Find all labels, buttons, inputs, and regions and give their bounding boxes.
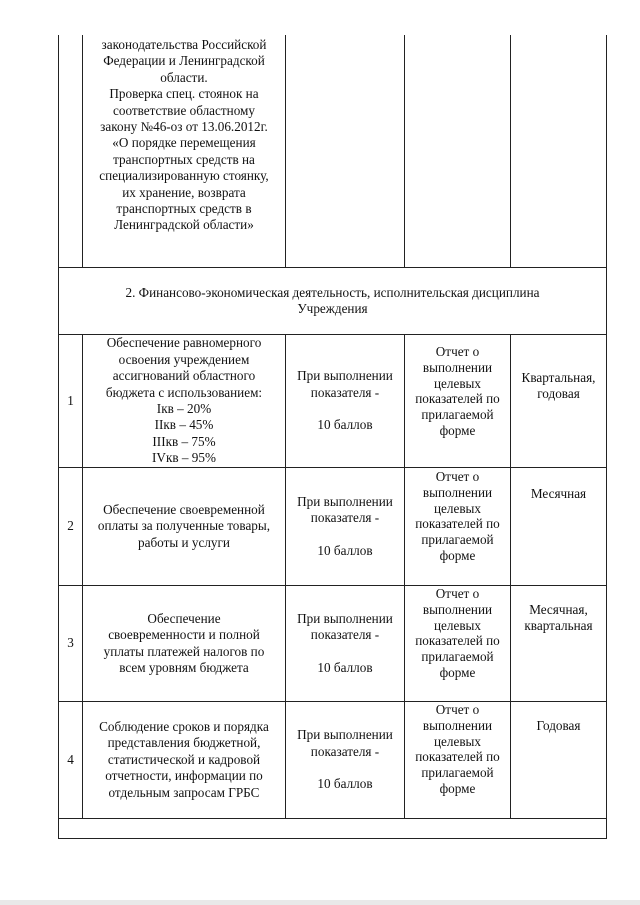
row-border-section-top <box>58 267 607 268</box>
continuation-criterion-cell <box>83 37 285 237</box>
criterion-line: Проверка спец. стоянок на <box>109 86 259 102</box>
report-line: выполнении <box>422 717 493 733</box>
report-line: Отчет о <box>435 702 480 717</box>
condition-line: При выполнении <box>297 610 393 626</box>
criterion-line: специализированную стоянку, <box>99 168 269 184</box>
criterion-line: статистической и кадровой <box>107 751 261 767</box>
report-line: показателей по <box>415 391 500 407</box>
row-number: 4 <box>67 751 74 767</box>
criterion-line: Iкв – 20% <box>156 401 212 416</box>
criterion-line: отдельным запросам ГРБС <box>108 784 260 800</box>
report-line: целевых <box>433 733 482 749</box>
criterion-line: соответствие областному <box>113 102 255 118</box>
report-line: прилагаемой <box>421 649 494 665</box>
criterion-line: работы и услуги <box>138 534 230 550</box>
row-number: 3 <box>67 635 74 651</box>
criterion-line: закону №46-оз от 13.06.2012г. <box>100 119 268 135</box>
criterion-line: транспортных средств в <box>116 201 252 217</box>
col-border-condition <box>404 35 405 268</box>
table-bottom-border <box>58 838 607 839</box>
condition-cell <box>286 468 404 585</box>
report-line: выполнении <box>422 484 493 500</box>
report-cell <box>405 586 510 701</box>
section-title-line: 2. Финансово-экономическая деятельность, исполнительская дисциплина <box>125 284 540 300</box>
criterion-line: IVкв – 95% <box>152 450 216 466</box>
criterion-line: «О порядке перемещения <box>112 135 256 151</box>
condition-line: показателя - <box>310 510 380 526</box>
period-line: квартальная <box>524 618 593 634</box>
condition-points: 10 баллов <box>317 776 373 792</box>
criterion-line: транспортных средств на <box>113 151 255 167</box>
period-cell <box>511 370 606 430</box>
criterion-line: представления бюджетной, <box>107 735 261 751</box>
condition-points: 10 баллов <box>317 659 373 675</box>
report-cell <box>405 469 510 584</box>
criterion-line: IIIкв – 75% <box>152 433 216 449</box>
criterion-line: бюджета с использованием: <box>105 384 263 400</box>
report-line: форме <box>439 780 476 796</box>
report-line: прилагаемой <box>421 407 494 423</box>
condition-line: показателя - <box>310 743 380 759</box>
report-line: прилагаемой <box>421 765 494 781</box>
criterion-line: Соблюдение сроков и порядка <box>99 718 269 734</box>
criterion-line: уплаты платежей налогов по <box>103 643 265 659</box>
criterion-line: отчетности, информации по <box>105 768 263 784</box>
condition-line: показателя - <box>310 384 380 400</box>
criterion-line: области. <box>160 69 208 85</box>
condition-cell <box>286 335 404 467</box>
criterion-line: Обеспечение <box>147 610 221 626</box>
criterion-line: их хранение, возврата <box>122 184 246 200</box>
period-cell <box>511 486 606 526</box>
condition-line: показателя - <box>310 627 380 643</box>
report-line: прилагаемой <box>421 532 494 548</box>
condition-cell <box>286 586 404 701</box>
report-line: Отчет о <box>435 344 480 359</box>
criterion-line: Ленинградской области» <box>114 217 254 233</box>
report-line: целевых <box>433 375 482 391</box>
report-cell <box>405 344 510 464</box>
condition-points: 10 баллов <box>317 417 373 433</box>
report-cell <box>405 702 510 817</box>
criterion-line: Обеспечение равномерного <box>106 335 262 351</box>
report-line: Отчет о <box>435 469 480 484</box>
condition-line: При выполнении <box>297 727 393 743</box>
report-line: целевых <box>433 500 482 516</box>
period-cell <box>511 602 606 642</box>
report-line: показателей по <box>415 749 500 765</box>
report-line: целевых <box>433 617 482 633</box>
condition-spacer <box>297 401 393 417</box>
criterion-cell <box>83 335 285 467</box>
report-line: форме <box>439 422 476 438</box>
criterion-line: своевременности и полной <box>108 627 260 643</box>
period-line: годовая <box>537 386 580 402</box>
period-line: Месячная <box>530 486 587 501</box>
condition-spacer <box>297 644 393 660</box>
criterion-line: всем уровням бюджета <box>119 659 249 675</box>
criterion-line: ассигнований областного <box>112 368 256 384</box>
report-line: форме <box>439 547 476 563</box>
criterion-cell <box>83 586 285 701</box>
criterion-line: оплаты за полученные товары, <box>97 518 271 534</box>
condition-line: При выполнении <box>297 493 393 509</box>
condition-points: 10 баллов <box>317 542 373 558</box>
condition-line: При выполнении <box>297 368 393 384</box>
report-line: Отчет о <box>435 586 480 601</box>
table-right-border <box>606 35 607 839</box>
criterion-cell <box>83 702 285 818</box>
period-line: Квартальная, <box>521 370 596 385</box>
criterion-line: законодательства Российской <box>101 37 267 52</box>
report-line: форме <box>439 664 476 680</box>
row-number: 1 <box>67 392 74 408</box>
period-line: Месячная, <box>529 602 588 617</box>
section-title-line: Учреждения <box>297 301 368 316</box>
criterion-line: Федерации и Ленинградской <box>103 53 265 69</box>
criterion-line: освоения учреждением <box>118 351 250 367</box>
period-cell <box>511 718 606 758</box>
row-number: 2 <box>67 518 74 534</box>
col-border-criterion <box>285 35 286 268</box>
period-line: Годовая <box>536 718 581 733</box>
report-line: показателей по <box>415 633 500 649</box>
criterion-line: Обеспечение своевременной <box>103 501 265 517</box>
condition-cell <box>286 702 404 818</box>
row-border-4-bottom <box>58 818 607 819</box>
condition-spacer <box>297 527 393 543</box>
report-line: выполнении <box>422 601 493 617</box>
col-border-report <box>510 35 511 268</box>
section-header <box>59 283 606 319</box>
criterion-cell <box>83 468 285 585</box>
report-line: выполнении <box>422 359 493 375</box>
criterion-line: IIкв – 45% <box>154 417 214 433</box>
scan-bottom-edge <box>0 900 640 905</box>
condition-spacer <box>297 760 393 776</box>
report-line: показателей по <box>415 516 500 532</box>
